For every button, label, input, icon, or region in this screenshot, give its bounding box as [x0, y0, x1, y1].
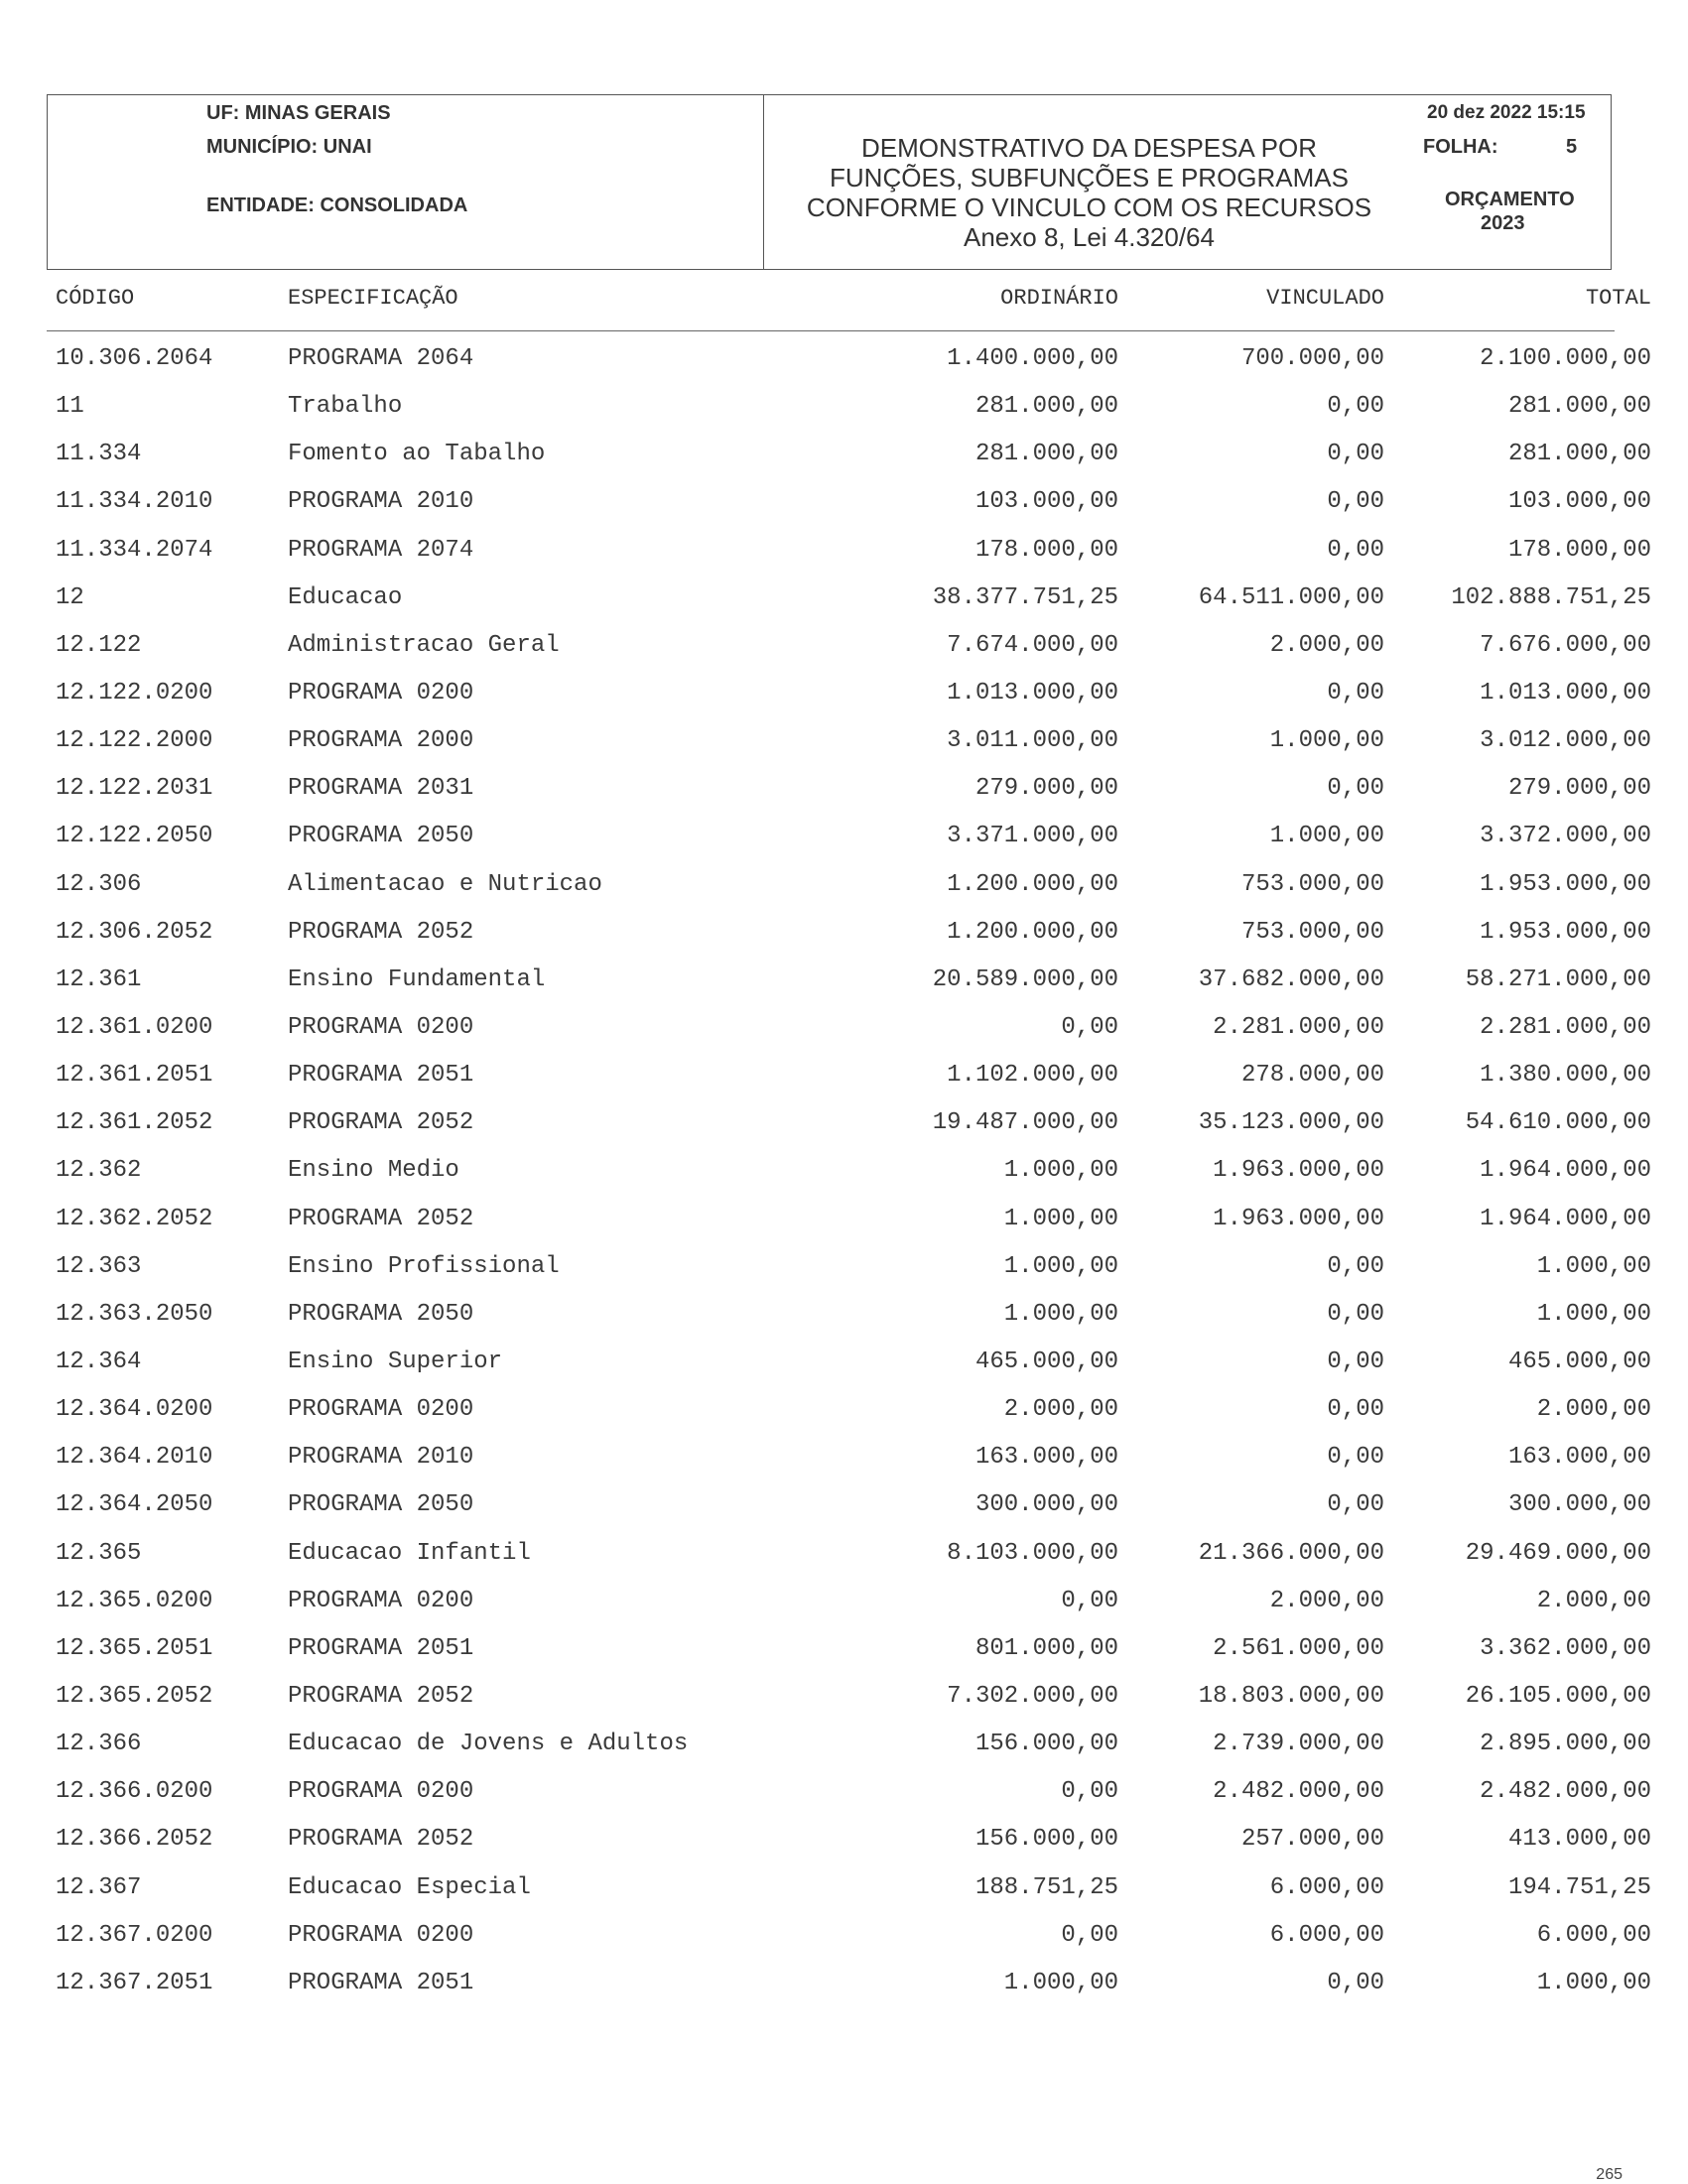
- cell-vinculado: 0,00: [1327, 393, 1384, 421]
- table-row: [47, 1099, 1651, 1147]
- cell-vinculado: 0,00: [1327, 1444, 1384, 1472]
- cell-especificacao: PROGRAMA 2052: [288, 1682, 474, 1710]
- report-title: [764, 133, 1414, 252]
- cell-total: 1.953.000,00: [1480, 870, 1651, 898]
- cell-ordinario: 7.674.000,00: [947, 631, 1118, 659]
- cell-codigo: 12.366.2052: [56, 1826, 213, 1854]
- cell-codigo: 12.122.2000: [56, 727, 213, 755]
- cell-especificacao: PROGRAMA 2050: [288, 823, 474, 850]
- cell-codigo: 12.362: [56, 1157, 142, 1185]
- cell-ordinario: 19.487.000,00: [932, 1109, 1118, 1137]
- cell-especificacao: Ensino Medio: [288, 1157, 459, 1185]
- cell-total: 300.000,00: [1507, 1491, 1651, 1519]
- cell-ordinario: 281.000,00: [974, 441, 1118, 468]
- cell-ordinario: 2.000,00: [1003, 1396, 1118, 1424]
- cell-codigo: 12.361.2051: [56, 1062, 213, 1090]
- cell-especificacao: PROGRAMA 0200: [288, 1587, 474, 1614]
- cell-codigo: 12.122.2050: [56, 823, 213, 850]
- cell-especificacao: PROGRAMA 2074: [288, 536, 474, 564]
- cell-vinculado: 2.281.000,00: [1213, 1013, 1384, 1041]
- cell-especificacao: Administracao Geral: [288, 631, 560, 659]
- table-row: [47, 765, 1651, 813]
- cell-especificacao: Educacao Especial: [288, 1873, 531, 1901]
- cell-codigo: 12.364: [56, 1348, 142, 1375]
- cell-total: 2.482.000,00: [1480, 1778, 1651, 1806]
- cell-especificacao: PROGRAMA 2000: [288, 727, 474, 755]
- orcamento-label: ORÇAMENTO: [1445, 189, 1575, 210]
- table-row: [47, 335, 1651, 383]
- cell-ordinario: 0,00: [1061, 1587, 1118, 1614]
- cell-codigo: 12.364.2050: [56, 1491, 213, 1519]
- cell-vinculado: 1.963.000,00: [1213, 1157, 1384, 1185]
- cell-codigo: 12.363.2050: [56, 1300, 213, 1328]
- table-row: [47, 1816, 1651, 1863]
- table-row: [47, 861, 1651, 909]
- title-line-2: FUNÇÕES, SUBFUNÇÕES E PROGRAMAS: [830, 163, 1349, 193]
- cell-codigo: 10.306.2064: [56, 345, 213, 372]
- cell-total: 163.000,00: [1507, 1444, 1651, 1472]
- cell-especificacao: PROGRAMA 2050: [288, 1491, 474, 1519]
- cell-codigo: 12.363: [56, 1252, 142, 1280]
- cell-codigo: 12.364.0200: [56, 1396, 213, 1424]
- cell-ordinario: 103.000,00: [974, 488, 1118, 516]
- cell-codigo: 12: [56, 583, 84, 611]
- table-row: [47, 813, 1651, 860]
- folha-value: 5: [1566, 136, 1578, 158]
- cell-codigo: 12.362.2052: [56, 1205, 213, 1232]
- cell-codigo: 12.365.2052: [56, 1682, 213, 1710]
- page-number: 265: [1596, 2166, 1623, 2183]
- cell-vinculado: 1.000,00: [1269, 823, 1384, 850]
- cell-vinculado: 18.803.000,00: [1198, 1682, 1384, 1710]
- table-row: [47, 1578, 1651, 1625]
- table-row: [47, 1004, 1651, 1052]
- cell-codigo: 12.361.2052: [56, 1109, 213, 1137]
- cell-vinculado: 0,00: [1327, 1348, 1384, 1375]
- cell-ordinario: 465.000,00: [974, 1348, 1118, 1375]
- cell-total: 58.271.000,00: [1465, 965, 1651, 993]
- cell-vinculado: 278.000,00: [1240, 1062, 1384, 1090]
- cell-total: 1.013.000,00: [1480, 679, 1651, 707]
- title-line-3: CONFORME O VINCULO COM OS RECURSOS: [806, 193, 1372, 222]
- table-row: [47, 1625, 1651, 1673]
- cell-especificacao: PROGRAMA 2010: [288, 1444, 474, 1472]
- table-row: [47, 1052, 1651, 1099]
- table-row: [47, 1386, 1651, 1434]
- cell-ordinario: 156.000,00: [974, 1731, 1118, 1758]
- cell-especificacao: Ensino Fundamental: [288, 965, 546, 993]
- cell-total: 1.000,00: [1536, 1252, 1651, 1280]
- table-row: [47, 383, 1651, 431]
- cell-total: 1.964.000,00: [1480, 1205, 1651, 1232]
- header-divider: [47, 330, 1615, 331]
- cell-vinculado: 0,00: [1327, 679, 1384, 707]
- cell-ordinario: 281.000,00: [974, 393, 1118, 421]
- cell-ordinario: 163.000,00: [974, 1444, 1118, 1472]
- cell-vinculado: 2.000,00: [1269, 1587, 1384, 1614]
- cell-total: 178.000,00: [1507, 536, 1651, 564]
- table-row: [47, 1243, 1651, 1291]
- table-row: [47, 1481, 1651, 1529]
- cell-especificacao: PROGRAMA 2052: [288, 918, 474, 946]
- table-row: [47, 527, 1651, 575]
- cell-ordinario: 0,00: [1061, 1778, 1118, 1806]
- table-row: [47, 1721, 1651, 1768]
- cell-total: 3.012.000,00: [1480, 727, 1651, 755]
- cell-total: 6.000,00: [1536, 1921, 1651, 1949]
- cell-especificacao: PROGRAMA 2010: [288, 488, 474, 516]
- column-header-vinculado: VINCULADO: [1266, 286, 1384, 311]
- cell-codigo: 12.122.2031: [56, 775, 213, 803]
- cell-especificacao: Ensino Profissional: [288, 1252, 560, 1280]
- cell-total: 1.000,00: [1536, 1969, 1651, 1996]
- cell-vinculado: 21.366.000,00: [1198, 1539, 1384, 1567]
- cell-vinculado: 6.000,00: [1269, 1873, 1384, 1901]
- cell-total: 281.000,00: [1507, 393, 1651, 421]
- table-row: [47, 717, 1651, 765]
- cell-especificacao: PROGRAMA 2064: [288, 345, 474, 372]
- cell-ordinario: 1.000,00: [1003, 1252, 1118, 1280]
- cell-vinculado: 0,00: [1327, 488, 1384, 516]
- cell-especificacao: Trabalho: [288, 393, 403, 421]
- cell-total: 465.000,00: [1507, 1348, 1651, 1375]
- cell-total: 3.362.000,00: [1480, 1634, 1651, 1662]
- cell-ordinario: 1.200.000,00: [947, 918, 1118, 946]
- cell-vinculado: 6.000,00: [1269, 1921, 1384, 1949]
- municipio-label: MUNICÍPIO: UNAI: [206, 136, 372, 158]
- table-row: [47, 957, 1651, 1004]
- cell-especificacao: PROGRAMA 2052: [288, 1826, 474, 1854]
- cell-ordinario: 1.013.000,00: [947, 679, 1118, 707]
- cell-especificacao: PROGRAMA 2052: [288, 1205, 474, 1232]
- cell-codigo: 11.334: [56, 441, 142, 468]
- cell-ordinario: 188.751,25: [974, 1873, 1118, 1901]
- cell-vinculado: 2.000,00: [1269, 631, 1384, 659]
- cell-ordinario: 1.200.000,00: [947, 870, 1118, 898]
- table-row: [47, 1673, 1651, 1721]
- cell-especificacao: Educacao de Jovens e Adultos: [288, 1731, 689, 1758]
- cell-codigo: 12.367: [56, 1873, 142, 1901]
- cell-especificacao: PROGRAMA 0200: [288, 1778, 474, 1806]
- cell-codigo: 12.122: [56, 631, 142, 659]
- cell-vinculado: 1.963.000,00: [1213, 1205, 1384, 1232]
- cell-vinculado: 35.123.000,00: [1198, 1109, 1384, 1137]
- cell-vinculado: 0,00: [1327, 1396, 1384, 1424]
- cell-vinculado: 753.000,00: [1240, 870, 1384, 898]
- cell-especificacao: PROGRAMA 2051: [288, 1062, 474, 1090]
- cell-ordinario: 801.000,00: [974, 1634, 1118, 1662]
- report-datetime: 20 dez 2022 15:15: [1427, 102, 1586, 123]
- cell-total: 413.000,00: [1507, 1826, 1651, 1854]
- cell-especificacao: PROGRAMA 2050: [288, 1300, 474, 1328]
- cell-codigo: 12.366: [56, 1731, 142, 1758]
- table-body: [47, 335, 1651, 2007]
- cell-especificacao: PROGRAMA 2051: [288, 1634, 474, 1662]
- cell-ordinario: 178.000,00: [974, 536, 1118, 564]
- cell-codigo: 12.364.2010: [56, 1444, 213, 1472]
- cell-vinculado: 2.561.000,00: [1213, 1634, 1384, 1662]
- cell-especificacao: Educacao Infantil: [288, 1539, 531, 1567]
- cell-total: 29.469.000,00: [1465, 1539, 1651, 1567]
- cell-ordinario: 1.000,00: [1003, 1157, 1118, 1185]
- table-row: [47, 1196, 1651, 1243]
- title-line-1: DEMONSTRATIVO DA DESPESA POR: [861, 133, 1317, 163]
- cell-ordinario: 156.000,00: [974, 1826, 1118, 1854]
- cell-ordinario: 38.377.751,25: [932, 583, 1118, 611]
- cell-codigo: 12.367.0200: [56, 1921, 213, 1949]
- cell-total: 26.105.000,00: [1465, 1682, 1651, 1710]
- cell-codigo: 12.365.0200: [56, 1587, 213, 1614]
- table-row: [47, 1291, 1651, 1339]
- cell-total: 2.895.000,00: [1480, 1731, 1651, 1758]
- cell-ordinario: 1.400.000,00: [947, 345, 1118, 372]
- cell-total: 1.953.000,00: [1480, 918, 1651, 946]
- header-left-panel: [48, 95, 764, 269]
- table-row: [47, 431, 1651, 478]
- cell-ordinario: 300.000,00: [974, 1491, 1118, 1519]
- table-row: [47, 909, 1651, 957]
- table-row: [47, 575, 1651, 622]
- cell-especificacao: PROGRAMA 2031: [288, 775, 474, 803]
- cell-codigo: 12.122.0200: [56, 679, 213, 707]
- cell-total: 2.281.000,00: [1480, 1013, 1651, 1041]
- table-row: [47, 1768, 1651, 1816]
- cell-vinculado: 700.000,00: [1240, 345, 1384, 372]
- cell-ordinario: 1.000,00: [1003, 1205, 1118, 1232]
- cell-vinculado: 1.000,00: [1269, 727, 1384, 755]
- table-row: [47, 622, 1651, 670]
- cell-vinculado: 0,00: [1327, 441, 1384, 468]
- table-column-headers: [47, 286, 1651, 329]
- cell-ordinario: 0,00: [1061, 1013, 1118, 1041]
- cell-vinculado: 0,00: [1327, 1491, 1384, 1519]
- cell-ordinario: 8.103.000,00: [947, 1539, 1118, 1567]
- cell-codigo: 12.361.0200: [56, 1013, 213, 1041]
- cell-total: 3.372.000,00: [1480, 823, 1651, 850]
- cell-especificacao: PROGRAMA 0200: [288, 1013, 474, 1041]
- cell-vinculado: 0,00: [1327, 1300, 1384, 1328]
- cell-vinculado: 0,00: [1327, 1969, 1384, 1996]
- cell-codigo: 12.306.2052: [56, 918, 213, 946]
- cell-especificacao: Fomento ao Tabalho: [288, 441, 546, 468]
- table-row: [47, 1434, 1651, 1481]
- cell-especificacao: PROGRAMA 2052: [288, 1109, 474, 1137]
- cell-ordinario: 1.000,00: [1003, 1300, 1118, 1328]
- column-header-especificacao: ESPECIFICAÇÃO: [288, 286, 458, 311]
- cell-vinculado: 37.682.000,00: [1198, 965, 1384, 993]
- cell-especificacao: Educacao: [288, 583, 403, 611]
- cell-vinculado: 0,00: [1327, 536, 1384, 564]
- cell-especificacao: PROGRAMA 0200: [288, 679, 474, 707]
- orcamento-year: 2023: [1481, 212, 1525, 234]
- cell-vinculado: 257.000,00: [1240, 1826, 1384, 1854]
- cell-vinculado: 0,00: [1327, 775, 1384, 803]
- cell-especificacao: Ensino Superior: [288, 1348, 503, 1375]
- cell-vinculado: 753.000,00: [1240, 918, 1384, 946]
- column-header-ordinario: ORDINÁRIO: [1000, 286, 1118, 311]
- title-line-4: Anexo 8, Lei 4.320/64: [964, 222, 1215, 252]
- cell-ordinario: 3.011.000,00: [947, 727, 1118, 755]
- cell-total: 103.000,00: [1507, 488, 1651, 516]
- cell-total: 281.000,00: [1507, 441, 1651, 468]
- table-row: [47, 670, 1651, 717]
- cell-codigo: 12.306: [56, 870, 142, 898]
- table-row: [47, 1147, 1651, 1195]
- uf-label: UF: MINAS GERAIS: [206, 102, 391, 124]
- table-row: [47, 1864, 1651, 1912]
- table-row: [47, 1912, 1651, 1960]
- cell-ordinario: 279.000,00: [974, 775, 1118, 803]
- cell-especificacao: Alimentacao e Nutricao: [288, 870, 602, 898]
- column-header-codigo: CÓDIGO: [56, 286, 135, 311]
- cell-total: 7.676.000,00: [1480, 631, 1651, 659]
- cell-vinculado: 2.482.000,00: [1213, 1778, 1384, 1806]
- cell-ordinario: 20.589.000,00: [932, 965, 1118, 993]
- table-row: [47, 478, 1651, 526]
- cell-ordinario: 3.371.000,00: [947, 823, 1118, 850]
- cell-vinculado: 0,00: [1327, 1252, 1384, 1280]
- cell-codigo: 12.367.2051: [56, 1969, 213, 1996]
- cell-ordinario: 1.000,00: [1003, 1969, 1118, 1996]
- cell-codigo: 12.365.2051: [56, 1634, 213, 1662]
- cell-ordinario: 0,00: [1061, 1921, 1118, 1949]
- column-header-total: TOTAL: [1585, 286, 1651, 311]
- cell-total: 2.100.000,00: [1480, 345, 1651, 372]
- cell-total: 194.751,25: [1507, 1873, 1651, 1901]
- cell-especificacao: PROGRAMA 0200: [288, 1396, 474, 1424]
- cell-ordinario: 1.102.000,00: [947, 1062, 1118, 1090]
- cell-total: 54.610.000,00: [1465, 1109, 1651, 1137]
- cell-total: 1.380.000,00: [1480, 1062, 1651, 1090]
- table-row: [47, 1960, 1651, 2007]
- table-row: [47, 1339, 1651, 1386]
- folha-label: FOLHA:: [1423, 136, 1498, 158]
- cell-total: 2.000,00: [1536, 1396, 1651, 1424]
- cell-total: 2.000,00: [1536, 1587, 1651, 1614]
- cell-vinculado: 64.511.000,00: [1198, 583, 1384, 611]
- cell-especificacao: PROGRAMA 0200: [288, 1921, 474, 1949]
- cell-codigo: 11.334.2010: [56, 488, 213, 516]
- cell-codigo: 12.366.0200: [56, 1778, 213, 1806]
- cell-total: 1.964.000,00: [1480, 1157, 1651, 1185]
- cell-total: 1.000,00: [1536, 1300, 1651, 1328]
- report-header: [47, 94, 1612, 270]
- entidade-label: ENTIDADE: CONSOLIDADA: [206, 194, 468, 216]
- cell-total: 102.888.751,25: [1451, 583, 1651, 611]
- cell-codigo: 11.334.2074: [56, 536, 213, 564]
- cell-ordinario: 7.302.000,00: [947, 1682, 1118, 1710]
- table-row: [47, 1530, 1651, 1578]
- cell-especificacao: PROGRAMA 2051: [288, 1969, 474, 1996]
- cell-vinculado: 2.739.000,00: [1213, 1731, 1384, 1758]
- cell-codigo: 11: [56, 393, 84, 421]
- cell-codigo: 12.365: [56, 1539, 142, 1567]
- cell-total: 279.000,00: [1507, 775, 1651, 803]
- cell-codigo: 12.361: [56, 965, 142, 993]
